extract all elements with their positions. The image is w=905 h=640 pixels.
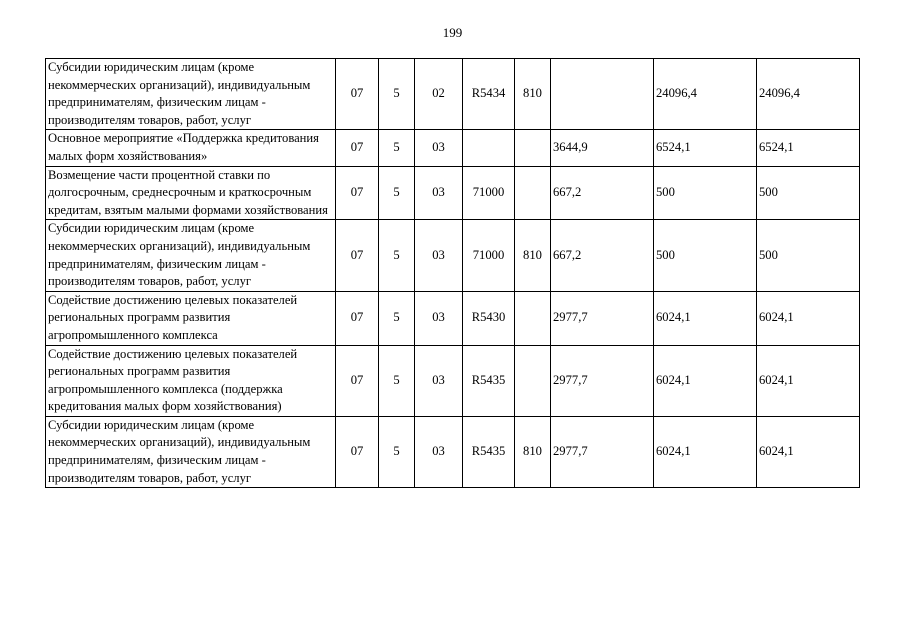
expense-type-cell: 810 (515, 59, 551, 130)
amount-cell-3: 6024,1 (757, 345, 860, 416)
section-code-cell: 07 (336, 220, 379, 291)
amount-cell-1: 2977,7 (551, 345, 654, 416)
direction-code-cell: R5430 (463, 291, 515, 345)
page-number: 199 (442, 25, 463, 40)
expense-type-cell (515, 345, 551, 416)
program-code-cell: 5 (379, 166, 415, 220)
expense-type-cell: 810 (515, 220, 551, 291)
program-code-cell: 5 (379, 59, 415, 130)
direction-code-cell: 71000 (463, 220, 515, 291)
subprogram-code-cell: 03 (415, 220, 463, 291)
section-code-cell: 07 (336, 166, 379, 220)
amount-cell-2: 6024,1 (654, 291, 757, 345)
expense-type-cell (515, 130, 551, 166)
row-name-cell: Содействие достижению целевых показателей региональных программ развития агропромышленного комплекса (46, 291, 336, 345)
subprogram-code-cell: 03 (415, 130, 463, 166)
table-row (46, 166, 860, 220)
amount-cell-3: 6024,1 (757, 416, 860, 487)
program-code-cell: 5 (379, 130, 415, 166)
expense-type-cell (515, 291, 551, 345)
amount-cell-3: 500 (757, 220, 860, 291)
subprogram-code-cell: 03 (415, 166, 463, 220)
section-code-cell: 07 (336, 345, 379, 416)
row-name-cell: Содействие достижению целевых показателей региональных программ развития агропромышленного комплекса (поддержка кредитования малых форм хозяйствования) (46, 345, 336, 416)
program-code-cell: 5 (379, 220, 415, 291)
table-row (46, 59, 860, 130)
amount-cell-1: 3644,9 (551, 130, 654, 166)
amount-cell-2: 6524,1 (654, 130, 757, 166)
amount-cell-3: 24096,4 (757, 59, 860, 130)
row-name-cell: Субсидии юридическим лицам (кроме некоммерческих организаций), индивидуальным предпринимателям, физическим лицам - производителям товаров, работ, услуг (46, 59, 336, 130)
row-name-cell: Субсидии юридическим лицам (кроме некоммерческих организаций), индивидуальным предпринимателям, физическим лицам - производителям товаров, работ, услуг (46, 220, 336, 291)
amount-cell-3: 500 (757, 166, 860, 220)
table-row (46, 130, 860, 166)
row-name-cell: Возмещение части процентной ставки по долгосрочным, среднесрочным и краткосрочным кредитам, взятым малыми формами хозяйствования (46, 166, 336, 220)
table-row (46, 416, 860, 487)
table-row (46, 291, 860, 345)
direction-code-cell (463, 130, 515, 166)
row-name-cell: Основное мероприятие «Поддержка кредитования малых форм хозяйствования» (46, 130, 336, 166)
amount-cell-1: 667,2 (551, 220, 654, 291)
amount-cell-3: 6524,1 (757, 130, 860, 166)
amount-cell-2: 6024,1 (654, 416, 757, 487)
table-body (46, 59, 860, 488)
section-code-cell: 07 (336, 130, 379, 166)
direction-code-cell: R5435 (463, 345, 515, 416)
table-row (46, 345, 860, 416)
section-code-cell: 07 (336, 416, 379, 487)
section-code-cell: 07 (336, 59, 379, 130)
subprogram-code-cell: 03 (415, 291, 463, 345)
program-code-cell: 5 (379, 416, 415, 487)
amount-cell-2: 500 (654, 166, 757, 220)
expense-type-cell: 810 (515, 416, 551, 487)
expense-type-cell (515, 166, 551, 220)
amount-cell-2: 24096,4 (654, 59, 757, 130)
subprogram-code-cell: 03 (415, 345, 463, 416)
row-name-cell: Субсидии юридическим лицам (кроме некоммерческих организаций), индивидуальным предпринимателям, физическим лицам - производителям товаров, работ, услуг (46, 416, 336, 487)
direction-code-cell: R5435 (463, 416, 515, 487)
section-code-cell: 07 (336, 291, 379, 345)
subprogram-code-cell: 02 (415, 59, 463, 130)
direction-code-cell: R5434 (463, 59, 515, 130)
table-row (46, 220, 860, 291)
amount-cell-1: 667,2 (551, 166, 654, 220)
subprogram-code-cell: 03 (415, 416, 463, 487)
amount-cell-1 (551, 59, 654, 130)
program-code-cell: 5 (379, 291, 415, 345)
amount-cell-1: 2977,7 (551, 291, 654, 345)
amount-cell-2: 500 (654, 220, 757, 291)
amount-cell-1: 2977,7 (551, 416, 654, 487)
amount-cell-2: 6024,1 (654, 345, 757, 416)
program-code-cell: 5 (379, 345, 415, 416)
budget-table (45, 58, 860, 488)
amount-cell-3: 6024,1 (757, 291, 860, 345)
direction-code-cell: 71000 (463, 166, 515, 220)
